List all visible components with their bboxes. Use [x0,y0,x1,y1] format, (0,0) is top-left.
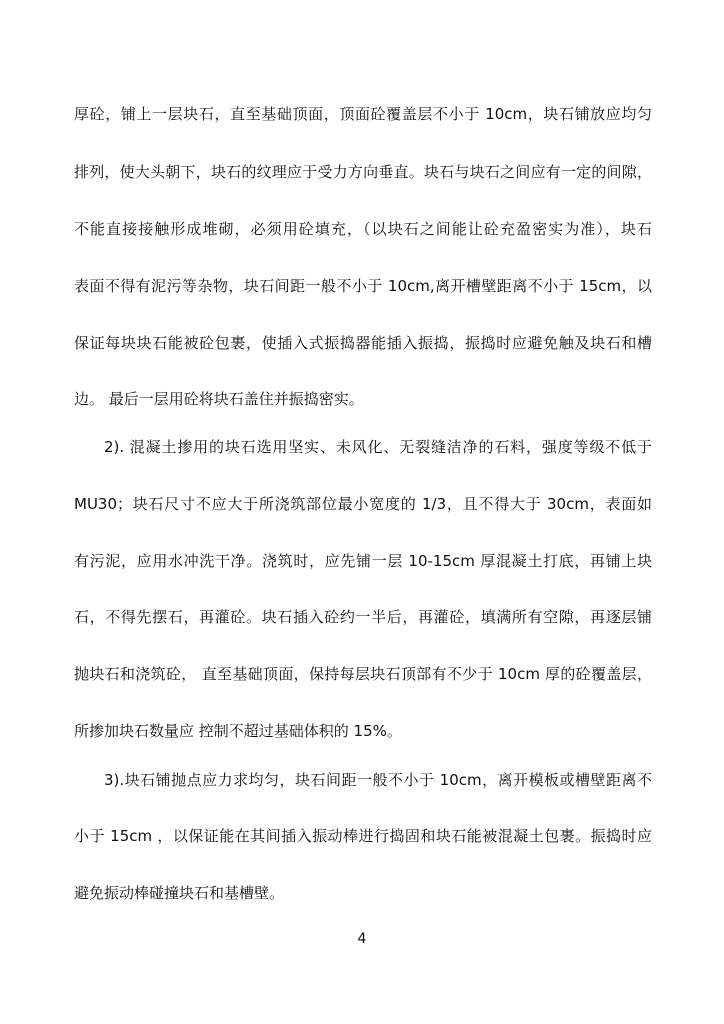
paragraph-line-2: 排列，使大头朝下，块石的纹理应于受力方向垂直。块石与块石之间应有一定的间隙， [74,163,652,181]
item-2-line-6: 所掺加块石数量应 控制不超过基础体积的 15%。 [74,722,402,740]
item-2-line-2: MU30；块石尺寸不应大于所浇筑部位最小宽度的 1/3，且不得大于 30cm，表面如 [74,495,652,513]
paragraph-line-1: 厚砼，铺上一层块石，直至基础顶面，顶面砼覆盖层不小于 10cm，块石铺放应均匀 [74,105,652,123]
paragraph-line-6: 边。 最后一层用砼将块石盖住并振捣密实。 [74,390,364,408]
paragraph-line-3: 不能直接接触形成堆砌，必须用砼填充，（以块石之间能让砼充盈密实为准），块石 [74,220,652,238]
item-3-line-3: 避免振动棒碰撞块石和基槽壁。 [74,884,285,902]
page-number: 4 [357,931,367,947]
item-2-line-1: 2). 混凝土掺用的块石选用坚实、未风化、无裂缝洁净的石料，强度等级不低于 [104,438,652,456]
paragraph-line-5: 保证每块块石能被砼包裹，使插入式振捣器能插入振捣，振捣时应避免触及块石和槽 [74,334,652,352]
item-3-line-2: 小于 15cm ，以保证能在其间插入振动棒进行捣固和块石能被混凝土包裹。振捣时应 [74,827,652,845]
item-2-line-3: 有污泥，应用水冲洗干净。浇筑时，应先铺一层 10-15cm 厚混凝土打底，再铺上块 [74,552,652,570]
paragraph-line-4: 表面不得有泥污等杂物，块石间距一般不小于 10cm,离开槽壁距离不小于 15cm，以 [74,277,652,295]
item-2-line-5: 抛块石和浇筑砼， 直至基础顶面，保持每层块石顶部有不少于 10cm 厚的砼覆盖层， [74,665,652,683]
item-2-line-4: 石，不得先摆石，再灌砼。块石插入砼约一半后，再灌砼，填满所有空隙，再逐层铺 [74,608,652,626]
item-3-line-1: 3).块石铺抛点应力求均匀，块石间距一般不小于 10cm，离开模板或槽壁距离不 [104,771,652,789]
